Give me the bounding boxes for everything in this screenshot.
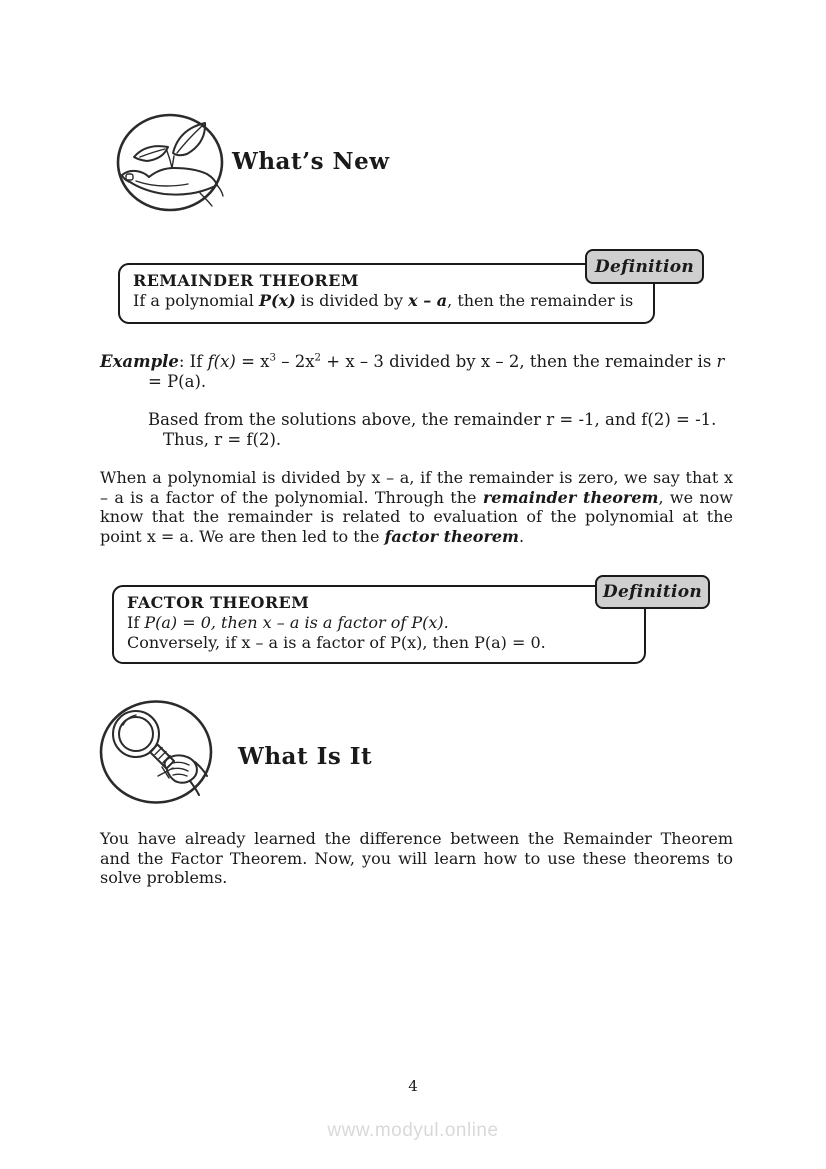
definition-body-line: Conversely, if x – a is a factor of P(x), then P(a) = 0. bbox=[127, 633, 546, 652]
paragraph-remainder-factor: When a polynomial is divided by x – a, if the remainder is zero, we say that x – a is a factor of the polynomial. Through the remainder theorem, we now know that the remainder is related to evaluation of the polynomial at the point x = a. We are then led to the factor theorem. bbox=[100, 468, 733, 546]
definition-tab: Definition bbox=[585, 249, 704, 284]
example-line-1: Example: If $f(x) = x^3 - 2x^2 + x - 3$ divided by x – 2, then the remainder is r bbox=[100, 352, 725, 371]
section-title-whats-new: What’s New bbox=[232, 148, 390, 175]
solution-note-line-2: Thus, r = f(2). bbox=[163, 430, 282, 449]
hand-plant-icon bbox=[116, 113, 224, 212]
definition-body-line: If P(a) = 0, then x – a is a factor of P(x). bbox=[127, 613, 449, 632]
definition-body-line: If a polynomial P(x) is divided by x – a, then the remainder is bbox=[133, 291, 634, 310]
section-whats-new-header bbox=[116, 113, 224, 212]
definition-heading: REMAINDER THEOREM bbox=[133, 271, 359, 290]
definition-box-factor bbox=[112, 582, 703, 664]
section-title-what-is-it: What Is It bbox=[238, 743, 373, 770]
definition-box-remainder bbox=[118, 256, 695, 324]
watermark: www.modyul.online bbox=[327, 1120, 499, 1141]
page-number: 4 bbox=[408, 1077, 418, 1095]
definition-tab: Definition bbox=[595, 575, 710, 609]
definition-heading: FACTOR THEOREM bbox=[127, 593, 310, 612]
paragraph-closing: You have already learned the difference between the Remainder Theorem and the Factor Theorem. Now, you will learn how to use these theorems to solve problems. bbox=[100, 829, 733, 887]
magnifier-icon bbox=[99, 699, 213, 805]
solution-note-line-1: Based from the solutions above, the remainder r = -1, and f(2) = -1. bbox=[148, 410, 717, 429]
section-what-is-it-header bbox=[99, 699, 213, 805]
example-line-2: = P(a). bbox=[148, 372, 207, 391]
